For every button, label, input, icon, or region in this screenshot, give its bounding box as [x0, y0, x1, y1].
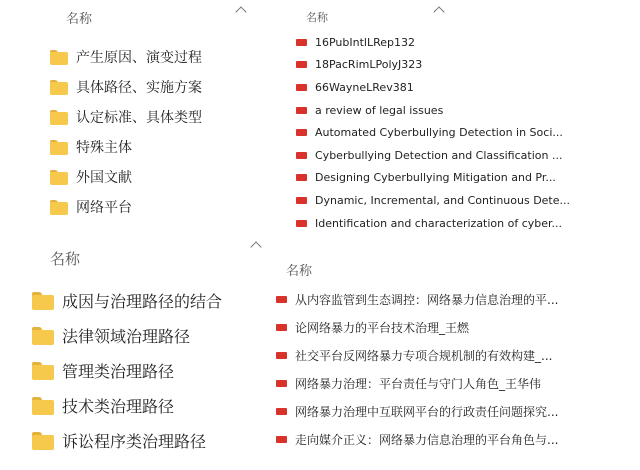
sort-caret-icon[interactable]: [235, 6, 246, 17]
pdf-file-item[interactable]: [276, 285, 558, 313]
pdf-file-item[interactable]: [296, 212, 562, 235]
file-name: Identification and characterization of cyber...: [315, 216, 563, 230]
file-name: Dynamic, Incremental, and Continuous Dete...: [315, 193, 570, 207]
pdf-file-icon: [296, 61, 307, 68]
pdf-file-icon: [296, 39, 307, 46]
folder-item[interactable]: [50, 72, 202, 102]
folder-name: 网络平台: [76, 200, 132, 216]
folder-icon: [32, 397, 54, 415]
folder-name: 特殊主体: [76, 140, 132, 156]
pdf-file-icon: [296, 197, 307, 204]
folder-name: 诉讼程序类治理路径: [62, 432, 207, 451]
file-name: 18PacRimLPolyJ323: [315, 58, 423, 72]
column-header-name[interactable]: 名称: [286, 264, 313, 279]
pdf-file-item[interactable]: [276, 369, 541, 397]
folder-name: 法律领域治理路径: [62, 327, 191, 346]
pdf-file-item[interactable]: [276, 397, 558, 425]
folder-name: 产生原因、演变过程: [76, 50, 202, 66]
pdf-file-item[interactable]: [296, 54, 422, 77]
folder-item[interactable]: [50, 102, 202, 132]
folder-name: 具体路径、实施方案: [76, 80, 202, 96]
file-list-top-right: [290, 0, 640, 235]
folder-name: 认定标准、具体类型: [76, 110, 202, 126]
file-name: 网络暴力治理中互联网平台的行政责任问题探究...: [295, 404, 559, 419]
file-name: 从内容监管到生态调控：网络暴力信息治理的平...: [295, 292, 559, 307]
file-name: 论网络暴力的平台技术治理_王燃: [295, 320, 470, 335]
sort-caret-icon[interactable]: [250, 241, 261, 252]
pdf-file-icon: [296, 220, 307, 227]
pdf-file-icon: [276, 408, 287, 415]
folder-item[interactable]: [32, 388, 174, 423]
file-name: Cyberbullying Detection and Classification ...: [315, 148, 563, 162]
folder-item[interactable]: [32, 423, 206, 458]
file-list-bottom-right: [270, 255, 640, 470]
pdf-file-icon: [296, 152, 307, 159]
file-name: 66WayneLRev381: [315, 80, 414, 94]
folder-name: 管理类治理路径: [62, 362, 175, 381]
pdf-file-item[interactable]: [276, 425, 558, 453]
pdf-file-item[interactable]: [296, 121, 563, 144]
file-name: Designing Cyberbullying Mitigation and Pr...: [315, 171, 556, 185]
pdf-file-icon: [276, 296, 287, 303]
folder-icon: [50, 80, 68, 95]
file-name: 走向媒介正义：网络暴力信息治理的平台角色与...: [295, 432, 559, 447]
pdf-file-item[interactable]: [296, 99, 443, 122]
file-name: 网络暴力治理：平台责任与守门人角色_王华伟: [295, 376, 542, 391]
column-header-name[interactable]: 名称: [306, 11, 328, 24]
column-header-name[interactable]: 名称: [50, 250, 81, 268]
folder-list-bottom-left: [0, 238, 275, 470]
pdf-file-item[interactable]: [296, 76, 414, 99]
pdf-file-icon: [296, 174, 307, 181]
pdf-file-icon: [296, 84, 307, 91]
pdf-file-icon: [296, 129, 307, 136]
pdf-file-item[interactable]: [296, 31, 415, 54]
folder-icon: [32, 432, 54, 450]
pdf-file-item[interactable]: [296, 189, 570, 212]
folder-list-top-left: [0, 0, 270, 225]
folder-item[interactable]: [32, 283, 222, 318]
file-name: Automated Cyberbullying Detection in Soci...: [315, 126, 563, 140]
pdf-file-item[interactable]: [296, 167, 556, 190]
folder-item[interactable]: [50, 132, 132, 162]
folder-icon: [32, 327, 54, 345]
folder-icon: [50, 170, 68, 185]
file-name: 社交平台反网络暴力专项合规机制的有效构建_...: [295, 348, 553, 363]
folder-icon: [50, 200, 68, 215]
pdf-file-icon: [276, 324, 287, 331]
folder-item[interactable]: [50, 42, 202, 72]
file-name: a review of legal issues: [315, 103, 444, 117]
folder-item[interactable]: [50, 162, 132, 192]
pdf-file-item[interactable]: [276, 313, 469, 341]
folder-name: 外国文献: [76, 170, 132, 186]
folder-item[interactable]: [32, 353, 174, 388]
folder-icon: [32, 362, 54, 380]
pdf-file-icon: [276, 380, 287, 387]
folder-icon: [32, 292, 54, 310]
pdf-file-icon: [276, 352, 287, 359]
file-name: 16PubIntlLRep132: [315, 35, 415, 49]
folder-item[interactable]: [50, 192, 132, 222]
pdf-file-icon: [296, 107, 307, 114]
sort-caret-icon[interactable]: [433, 6, 444, 17]
folder-name: 成因与治理路径的结合: [62, 292, 223, 311]
column-header-name[interactable]: 名称: [66, 12, 93, 27]
folder-icon: [50, 140, 68, 155]
folder-icon: [50, 110, 68, 125]
pdf-file-icon: [276, 436, 287, 443]
folder-name: 技术类治理路径: [62, 397, 175, 416]
pdf-file-item[interactable]: [296, 144, 562, 167]
folder-icon: [50, 50, 68, 65]
pdf-file-item[interactable]: [276, 341, 552, 369]
folder-item[interactable]: [32, 318, 190, 353]
